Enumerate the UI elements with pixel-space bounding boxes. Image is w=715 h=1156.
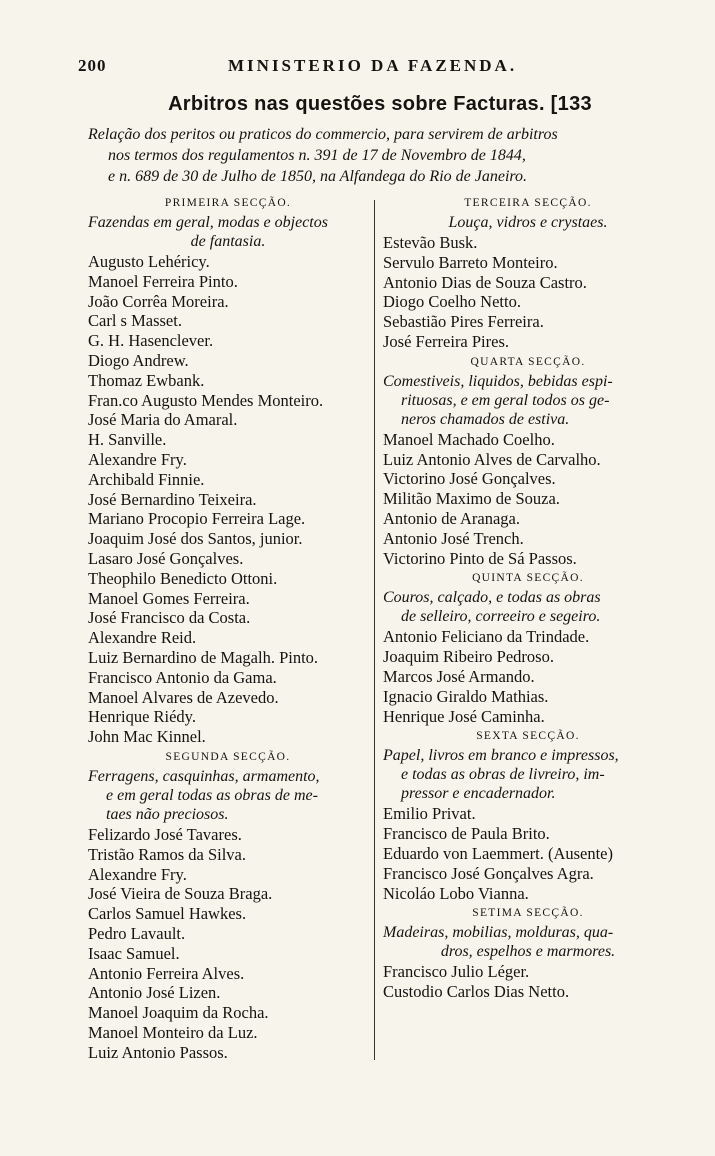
list-item: Thomaz Ewbank. [88, 370, 205, 390]
list-item: Felizardo José Tavares. [88, 824, 242, 844]
list-item: Estevão Busk. [383, 233, 478, 252]
page-header [78, 56, 678, 82]
section-description-line: de fantasia. [190, 233, 266, 250]
list-item: Henrique Riédy. [88, 707, 196, 727]
list-item: Carl s Masset. [88, 311, 182, 331]
section-description-line: taes não preciosos. [106, 805, 229, 823]
list-item: Mariano Procopio Ferreira Lage. [88, 509, 306, 529]
section-title: QUARTA SECÇÃO. [470, 355, 586, 368]
section-description-line: de selleiro, correeiro e segeiro. [401, 608, 601, 626]
list-item: Victorino José Gonçalves. [383, 469, 556, 489]
section-segunda [88, 750, 368, 1063]
section-quinta [383, 571, 673, 726]
list-item: Manoel Gomes Ferreira. [88, 588, 250, 608]
section-description-line: dros, espelhos e marmores. [440, 943, 616, 961]
column-divider [374, 200, 375, 1060]
section-description-line: Louça, vidros e crystaes. [448, 214, 608, 231]
page-number: 200 [78, 56, 107, 75]
list-item: João Corrêa Moreira. [88, 291, 229, 311]
list-item: Victorino Pinto de Sá Passos. [383, 548, 577, 568]
names-list [383, 804, 673, 903]
list-item: Lasaro José Gonçalves. [88, 548, 244, 568]
list-item: Antonio Ferreira Alves. [88, 963, 245, 983]
list-item: Diogo Coelho Netto. [383, 292, 521, 312]
section-description-line: Couros, calçado, e todas as obras [383, 589, 601, 607]
list-item: Eduardo von Laemmert. (Ausente) [383, 843, 614, 863]
list-item: Ignacio Giraldo Mathias. [383, 686, 549, 706]
section-description-line: Ferragens, casquinhas, armamento, [88, 767, 320, 785]
names-list [383, 233, 673, 352]
list-item: H. Sanville. [88, 430, 167, 450]
list-item: José Vieira de Souza Braga. [88, 884, 273, 904]
section-setima [383, 906, 673, 1002]
list-item: Theophilo Benedicto Ottoni. [88, 568, 278, 588]
list-item: Manoel Machado Coelho. [383, 429, 555, 449]
names-list [88, 252, 368, 747]
list-item: Servulo Barreto Monteiro. [383, 252, 558, 272]
list-item: Manoel Joaquim da Rocha. [88, 1003, 269, 1023]
list-item: Joaquim Ribeiro Pedroso. [383, 647, 554, 667]
section-description-line: Madeiras, mobilias, molduras, qua- [383, 924, 614, 942]
list-item: Francisco Antonio da Gama. [88, 667, 277, 687]
left-column [88, 193, 368, 1062]
section-description-line: neros chamados de estiva. [401, 410, 570, 428]
section-description-line: Fazendas em geral, modas e objectos [88, 214, 328, 231]
list-item: Antonio José Lizen. [88, 983, 221, 1003]
section-title: QUINTA SECÇÃO. [472, 572, 584, 585]
list-item: Manoel Alvares de Azevedo. [88, 687, 279, 707]
intro-paragraph [88, 124, 673, 187]
list-item: Sebastião Pires Ferreira. [383, 312, 544, 332]
section-description-line: e todas as obras de livreiro, im- [401, 766, 605, 784]
list-item: Henrique José Caminha. [383, 706, 545, 726]
list-item: Nicoláo Lobo Vianna. [383, 883, 529, 903]
section-title: SEGUNDA SECÇÃO. [165, 750, 291, 763]
intro-line: nos termos dos regulamentos n. 391 de 17 de Novembro de 1844, [108, 147, 526, 164]
list-item: Antonio José Trench. [383, 528, 524, 548]
running-head: MINISTERIO DA FAZENDA. [228, 56, 518, 75]
section-primeira [88, 196, 368, 747]
list-item: Antonio Feliciano da Trindade. [383, 627, 590, 647]
list-item: Luiz Antonio Alves de Carvalho. [383, 449, 601, 469]
section-description-line: Papel, livros em branco e impressos, [383, 747, 619, 765]
list-item: John Mac Kinnel. [88, 727, 206, 747]
names-list [383, 430, 673, 569]
list-item: Joaquim José dos Santos, junior. [88, 529, 303, 549]
right-column [383, 193, 673, 1002]
list-item: José Bernardino Teixeira. [88, 489, 257, 509]
section-title: SETIMA SECÇÃO. [472, 907, 584, 920]
list-item: Militão Maximo de Souza. [383, 489, 560, 509]
list-item: G. H. Hasenclever. [88, 331, 214, 351]
list-item: Pedro Lavault. [88, 923, 186, 943]
section-description [383, 588, 673, 626]
names-list [88, 825, 368, 1063]
list-item: Archibald Finnie. [88, 469, 205, 489]
list-item: Emilio Privat. [383, 804, 476, 824]
list-item: Francisco José Gonçalves Agra. [383, 863, 594, 883]
list-item: Augusto Lehéricy. [88, 252, 210, 271]
list-item: Alexandre Fry. [88, 864, 187, 884]
list-item: Custodio Carlos Dias Netto. [383, 982, 570, 1002]
names-list [383, 627, 673, 726]
section-description-line: Comestiveis, liquidos, bebidas espi- [383, 372, 613, 390]
list-item: José Francisco da Costa. [88, 608, 251, 628]
section-description [383, 746, 673, 803]
list-item: Manoel Monteiro da Luz. [88, 1022, 258, 1042]
intro-line: e n. 689 de 30 de Julho de 1850, na Alfandega do Rio de Janeiro. [108, 168, 528, 185]
list-item: Manoel Ferreira Pinto. [88, 271, 238, 291]
section-description [88, 213, 368, 251]
section-description [383, 923, 673, 961]
section-description [383, 372, 673, 429]
list-item: Alexandre Reid. [88, 628, 197, 648]
list-item: Luiz Bernardino de Magalh. Pinto. [88, 647, 319, 667]
list-item: Isaac Samuel. [88, 943, 180, 963]
section-title: TERCEIRA SECÇÃO. [464, 197, 592, 209]
list-item: Tristão Ramos da Silva. [88, 844, 246, 864]
section-heading: Arbitros nas questões sobre Facturas. [133 [168, 93, 592, 115]
section-title: SEXTA SECÇÃO. [476, 730, 580, 743]
list-item: Antonio Dias de Souza Castro. [383, 272, 587, 292]
list-item: Fran.co Augusto Mendes Monteiro. [88, 390, 324, 410]
section-quarta [383, 355, 673, 569]
section-sexta [383, 729, 673, 903]
names-list [383, 962, 673, 1002]
list-item: Luiz Antonio Passos. [88, 1042, 228, 1062]
list-item: Marcos José Armando. [383, 666, 535, 686]
list-item: Diogo Andrew. [88, 350, 189, 370]
list-item: Francisco de Paula Brito. [383, 824, 550, 844]
list-item: Alexandre Fry. [88, 449, 187, 469]
section-description [383, 213, 673, 232]
intro-line: Relação dos peritos ou praticos do commercio, para servirem de arbitros [88, 126, 558, 143]
list-item: Carlos Samuel Hawkes. [88, 904, 247, 924]
section-title: PRIMEIRA SECÇÃO. [164, 197, 292, 209]
section-terceira [383, 196, 673, 352]
list-item: José Maria do Amaral. [88, 410, 238, 430]
section-description-line: e em geral todas as obras de me- [106, 786, 318, 804]
list-item: Francisco Julio Léger. [383, 962, 530, 982]
section-description-line: rituosas, e em geral todos os ge- [401, 391, 610, 409]
section-description-line: pressor e encadernador. [401, 785, 556, 803]
list-item: José Ferreira Pires. [383, 331, 510, 351]
section-description [88, 767, 368, 824]
list-item: Antonio de Aranaga. [383, 508, 521, 528]
